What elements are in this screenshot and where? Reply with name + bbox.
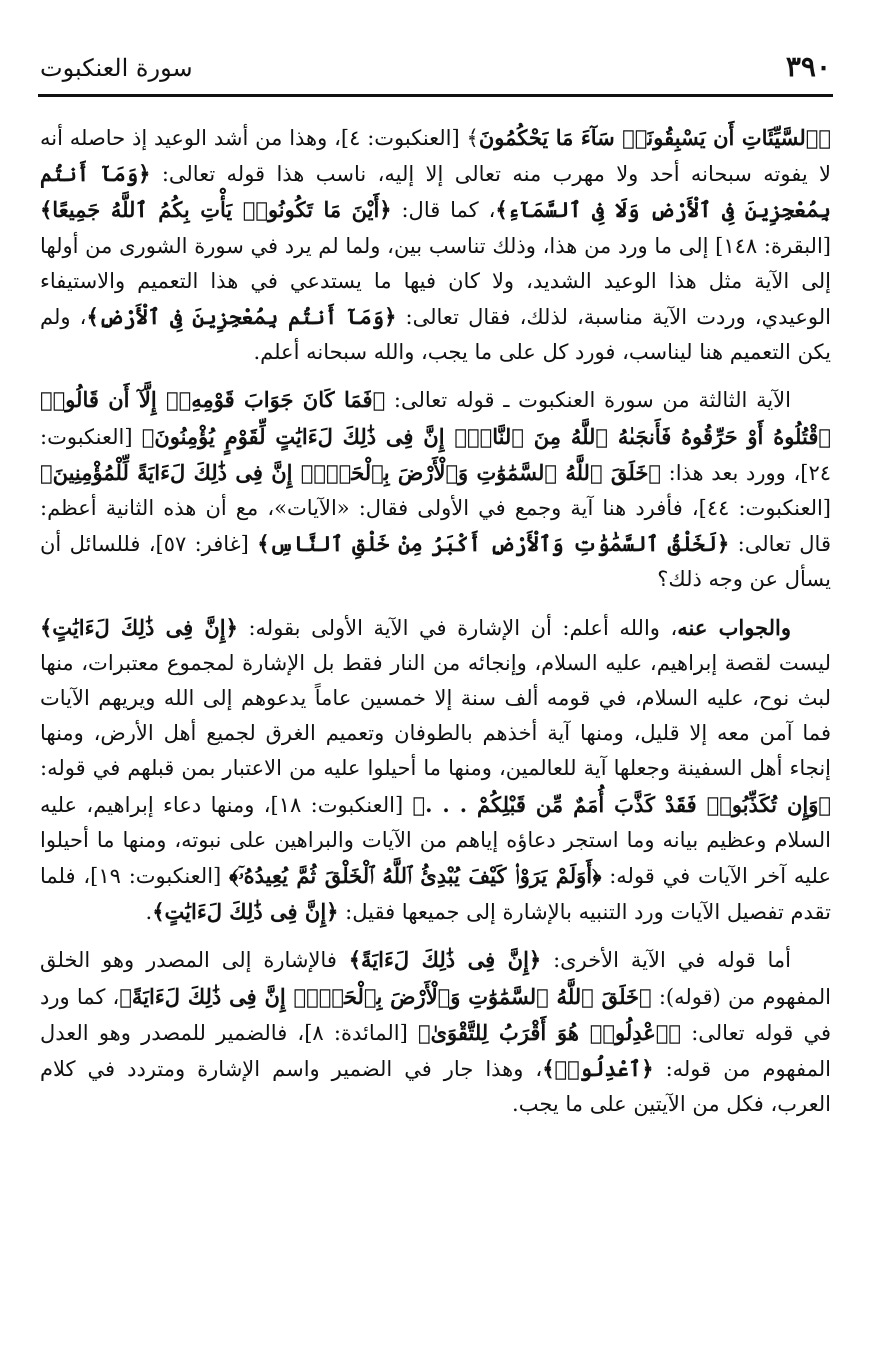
text-segment: [المائدة: ٨]، فالضمير للمصدر وهو العدل المفهوم من قوله: bbox=[40, 1020, 831, 1082]
quran-verse: ﴿إِنَّ فِى ذَٰلِكَ لَءَايَٰتٍ﴾ bbox=[40, 614, 238, 640]
paragraph bbox=[40, 942, 831, 1122]
quran-verse: ﴿خَلَقَ ٱللَّهُ ٱلسَّمَٰوَٰتِ وَٱلْأَرْضَ بِٱلْحَقِّۚ إِنَّ فِى ذَٰلِكَ لَءَايَةً لِّلْمُؤْمِنِينَ﴾ bbox=[40, 459, 661, 485]
text-segment: ليست لقصة إبراهيم، عليه السلام، وإنجائه من النار فقط بل الإشارة لمجموع معتبرات، منها لبث نوح، عليه السلام، في قومه ألف سنة إلا خمسين عاماً يدعوهم إلى الله ويريهم الآيات فما آمن معه إلا قليل، ومنها آية أخذهم بالطوفان وتعميم الغرق لجميع أهل الأرض، ومنها إنجاء أهل السفينة وجعلها آية للعالمين، ومنها ما أحيلوا عليه من الاعتبار بمن قبلهم في قوله: bbox=[40, 650, 831, 781]
quran-verse: ﴿ٱعْدِلُوا۟﴾ bbox=[542, 1056, 654, 1082]
text-segment: أما قوله في الآية الأخرى: bbox=[541, 948, 791, 973]
quran-verse: ﴿ٱعْدِلُوا۟ هُوَ أَقْرَبُ لِلتَّقْوَىٰ﴾ bbox=[417, 1019, 682, 1045]
text-segment: ، وهذا جار في الضمير واسم الإشارة ومتردد في كلام العرب، فكل من الآيتين على ما يجب. bbox=[40, 1057, 831, 1117]
quran-verse: ﴿ bbox=[818, 125, 831, 150]
header-divider bbox=[38, 94, 833, 97]
running-title: سورة العنكبوت bbox=[40, 54, 193, 82]
text-segment: [العنكبوت: ١٨]، ومنها دعاء إبراهيم، عليه السلام وعظيم بيانه وما استجر دعاؤه إياهم من الآيات والبراهين على نبوته، ومنها ما أحيلوا عليه آخر الآيات في قوله: bbox=[40, 792, 831, 889]
text-segment: ، كما ورد في قوله تعالى: bbox=[40, 984, 832, 1045]
text-segment: [العنكبوت: ١٩]، فلما تقدم تفصيل الآيات ورد التنبيه بالإشارة إلى جميعها فقيل: bbox=[40, 864, 831, 925]
text-segment: [العنكبوت: ٢٤]، وورد بعد هذا: bbox=[40, 424, 831, 485]
text-segment: . bbox=[145, 900, 153, 925]
text-segment: ، كما قال: bbox=[391, 198, 496, 223]
quran-verse: ﴿أَيْنَ مَا تَكُونُوا۟ يَأْتِ بِكُمُ ٱللَّهُ جَمِيعًا﴾ bbox=[40, 197, 392, 223]
quran-verse: ﴿إِنَّ فِى ذَٰلِكَ لَءَايَٰتٍ﴾ bbox=[152, 899, 339, 925]
quran-verse: ﴿خَلَقَ ٱللَّهُ ٱلسَّمَٰوَٰتِ وَٱلْأَرْضَ بِٱلْحَقِّۚ إِنَّ فِى ذَٰلِكَ لَءَايَةً﴾ bbox=[119, 983, 652, 1009]
text-segment: [العنكبوت: ٤٤]، فأفرد هنا آية وجمع في الأولى فقال: «الآيات»، مع أن هذه الثانية أعظم: قال تعالى: bbox=[40, 496, 831, 557]
page-header bbox=[40, 44, 831, 94]
quran-verse: ﴿وَمَآ أَنتُم بِمُعْجِزِينَ فِى ٱلْأَرْضِ وَلَا فِى ٱلسَّمَآءِ﴾ bbox=[40, 161, 831, 223]
paragraph bbox=[40, 120, 831, 370]
bold-phrase: والجواب عنه bbox=[677, 614, 791, 640]
quran-verse: ﴿أَوَلَمْ يَرَوْا۟ كَيْفَ يُبْدِئُ ٱللَّهُ ٱلْخَلْقَ ثُمَّ يُعِيدُهُۥٓ﴾ bbox=[229, 863, 602, 889]
quran-verse: ﴿وَمَآ أَنتُم بِمُعْجِزِينَ فِى ٱلْأَرْضِ﴾ bbox=[86, 304, 397, 330]
text-segment: ، ولم يكن التعميم هنا ليناسب، فورد كل على ما يجب، والله سبحانه أعلم. bbox=[40, 305, 831, 365]
quran-verse: ﴿إِنَّ فِى ذَٰلِكَ لَءَايَةً﴾ bbox=[348, 947, 542, 973]
page-number: ٣٩٠ bbox=[785, 50, 831, 83]
body-text bbox=[40, 120, 831, 1122]
text-segment: [غافر: ٥٧]، فللسائل أن يسأل عن وجه ذلك؟ bbox=[40, 532, 831, 592]
paragraph bbox=[40, 610, 831, 931]
paragraph bbox=[40, 382, 831, 597]
text-segment: [البقرة: ١٤٨] إلى ما ورد من هذا، وذلك تناسب بين، ولما لم يرد في سورة الشورى من أولها إلى الآية مثل هذا الوعيد الشديد، ولا كان فيها ما يستدعي في هذا التعميم والاستيفاء الوعيدي، وردت الآية مناسبة، لذلك، فقال تعالى: bbox=[40, 233, 831, 330]
quran-verse: ﴿لَخَلْقُ ٱلسَّمَٰوَٰتِ وَٱلْأَرْضِ أَكْبَرُ مِنْ خَلْقِ ٱلنَّاسِ﴾ bbox=[257, 531, 730, 557]
text-segment: فالإشارة إلى المصدر وهو الخلق المفهوم من (قوله): bbox=[40, 948, 831, 1009]
text-segment: ﴾ [العنكبوت: ٤]، وهذا من أشد الوعيد إذ حاصله أنه لا يفوته سبحانه أحد ولا مهرب منه تعالى إلا إليه، ناسب هذا قوله تعالى: bbox=[40, 126, 832, 187]
quran-verse: ﴿فَمَا كَانَ جَوَابَ قَوْمِهِۦٓ إِلَّآ أَن قَالُوا۟ ٱقْتُلُوهُ أَوْ حَرِّقُوهُ فَأَنجَىٰهُ ٱللَّهُ مِنَ ٱلنَّارِۚ إِنَّ فِى ذَٰلِكَ لَءَايَٰتٍ لِّقَوْمٍ يُؤْمِنُونَ﴾ bbox=[40, 387, 831, 449]
text-segment: ، والله أعلم: أن الإشارة في الآية الأولى بقوله: bbox=[237, 615, 678, 640]
quran-verse: ﴿وَإِن تُكَذِّبُوا۟ فَقَدْ كَذَّبَ أُمَمٌ مِّن قَبْلِكُمْ . . .﴾ bbox=[412, 791, 831, 817]
quran-verse: ٱلسَّيِّئَاتِ أَن يَسْبِقُونَاۚ سَآءَ مَا يَحْكُمُونَ bbox=[478, 125, 819, 150]
text-segment: الآية الثالثة من سورة العنكبوت ـ قوله تعالى: bbox=[385, 388, 791, 413]
